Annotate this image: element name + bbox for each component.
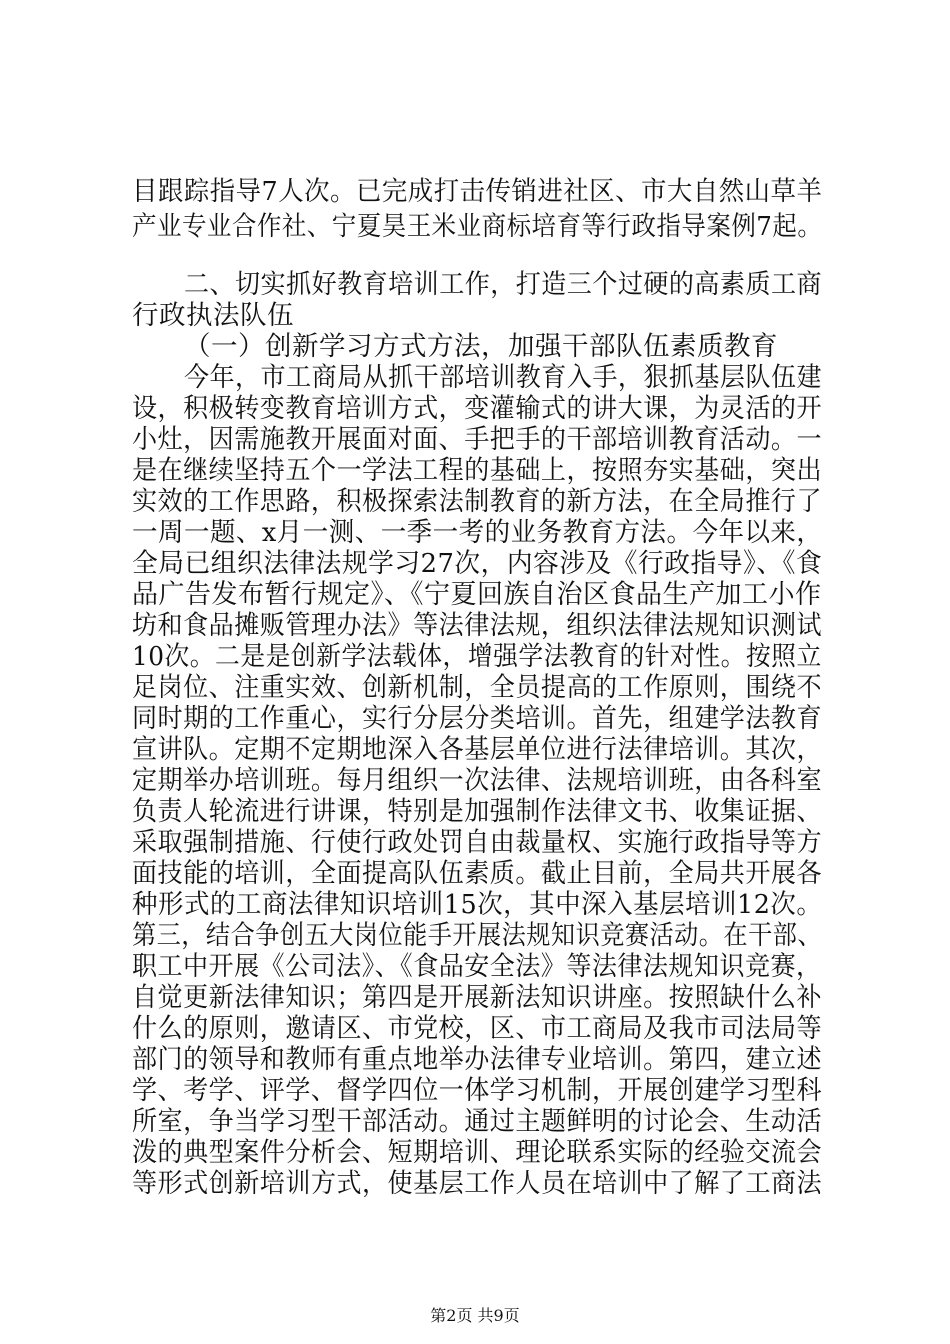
body-text-line: 足岗位、注重实效、创新机制，全员提高的工作原则，围绕不 <box>132 672 822 703</box>
body-text-line: 职工中开展《公司法》、《食品安全法》等法律法规知识竞赛， <box>132 951 822 982</box>
body-text-line: 种形式的工商法律知识培训15次，其中深入基层培训12次。 <box>132 889 823 920</box>
page-number-footer: 第2页 共9页 <box>430 1306 520 1325</box>
body-text-line: 一周一题、x月一测、一季一考的业务教育方法。今年以来， <box>132 517 823 548</box>
body-text-line: 产业专业合作社、宁夏昊王米业商标培育等行政指导案例7起。 <box>132 211 823 242</box>
body-text-line: 泼的典型案件分析会、短期培训、理论联系实际的经验交流会 <box>132 1137 822 1168</box>
section-heading-line: 行政执法队伍 <box>132 300 294 331</box>
body-text-line: 品广告发布暂行规定》、《宁夏回族自治区食品生产加工小作 <box>132 579 822 610</box>
subsection-heading: （一）创新学习方式方法，加强干部队伍素质教育 <box>184 331 778 362</box>
body-text-line: 小灶，因需施教开展面对面、手把手的干部培训教育活动。一 <box>132 424 822 455</box>
body-text-line: 今年，市工商局从抓干部培训教育入手，狠抓基层队伍建 <box>184 362 823 393</box>
body-text-line: 自觉更新法律知识；第四是开展新法知识讲座。按照缺什么补 <box>132 982 822 1013</box>
section-heading-line: 二、切实抓好教育培训工作，打造三个过硬的高素质工商 <box>184 269 823 300</box>
body-text-line: 采取强制措施、行使行政处罚自由裁量权、实施行政指导等方 <box>132 827 822 858</box>
body-text-line: 宣讲队。定期不定期地深入各基层单位进行法律培训。其次， <box>132 734 822 765</box>
body-text-line: 设，积极转变教育培训方式，变灌输式的讲大课，为灵活的开 <box>132 393 822 424</box>
body-text-line: 等形式创新培训方式，使基层工作人员在培训中了解了工商法 <box>132 1168 822 1199</box>
body-text-line: 所室，争当学习型干部活动。通过主题鲜明的讨论会、生动活 <box>132 1106 822 1137</box>
body-text-line: 定期举办培训班。每月组织一次法律、法规培训班，由各科室 <box>132 765 822 796</box>
body-text-line: 负责人轮流进行讲课，特别是加强制作法律文书、收集证据、 <box>132 796 822 827</box>
body-text-line: 第三，结合争创五大岗位能手开展法规知识竞赛活动。在干部、 <box>132 920 823 951</box>
body-text-line: 坊和食品摊贩管理办法》等法律法规，组织法律法规知识测试 <box>132 610 822 641</box>
body-text-line: 实效的工作思路，积极探索法制教育的新方法，在全局推行了 <box>132 486 822 517</box>
body-text-line: 学、考学、评学、督学四位一体学习机制，开展创建学习型科 <box>132 1075 822 1106</box>
body-text-line: 是在继续坚持五个一学法工程的基础上，按照夯实基础，突出 <box>132 455 822 486</box>
body-text-line: 同时期的工作重心，实行分层分类培训。首先，组建学法教育 <box>132 703 822 734</box>
body-text-line: 什么的原则，邀请区、市党校，区、市工商局及我市司法局等 <box>132 1013 822 1044</box>
body-text-line: 目跟踪指导7人次。已完成打击传销进社区、市大自然山草羊 <box>132 176 823 207</box>
body-text-line: 10次。二是是创新学法载体，增强学法教育的针对性。按照立 <box>132 641 822 672</box>
body-text-line: 部门的领导和教师有重点地举办法律专业培训。第四，建立述 <box>132 1044 822 1075</box>
body-text-line: 面技能的培训，全面提高队伍素质。截止目前，全局共开展各 <box>132 858 822 889</box>
body-text-line: 全局已组织法律法规学习27次，内容涉及《行政指导》、《食 <box>132 548 823 579</box>
